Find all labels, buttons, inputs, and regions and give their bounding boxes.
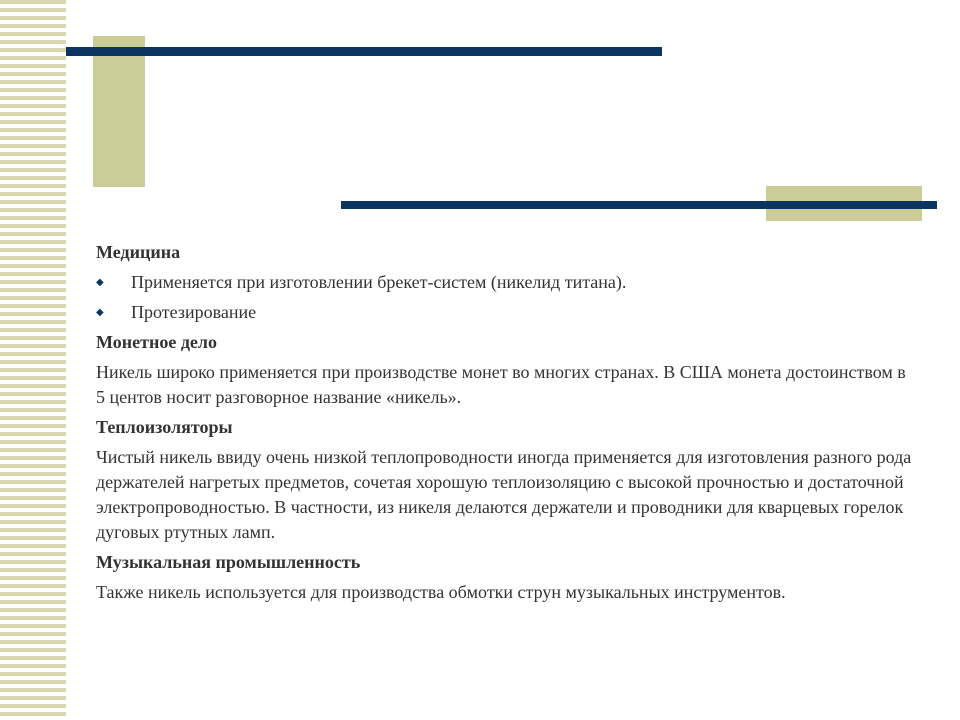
paragraph-music: Также никель используется для производства обмотки струн музыкальных инструментов. [96, 582, 786, 602]
bullet-text: Протезирование [131, 302, 257, 322]
diamond-bullet-icon: ◆ [96, 307, 104, 318]
decorative-line-top [66, 47, 662, 56]
medicine-bullet-list [96, 270, 916, 325]
list-item [96, 270, 916, 295]
paragraph-insulators: Чистый никель ввиду очень низкой теплопроводности иногда применяется для изготовления разного рода держателей нагретых предметов, сочетая хорошую теплоизоляцию с высокой прочностью и достаточной электропроводностью. В частности, из никеля делаются держатели и проводники для кварцевых горелок дуговых ртутных ламп. [96, 447, 912, 542]
decorative-block-left [93, 36, 145, 187]
heading-insulators: Теплоизоляторы [96, 417, 233, 437]
paragraph-coinage: Никель широко применяется при производстве монет во многих странах. В США монета достоинством в 5 центов носит разговорное название «никель». [96, 362, 906, 407]
list-item [96, 300, 916, 325]
decorative-line-middle [341, 201, 937, 209]
diamond-bullet-icon: ◆ [96, 277, 104, 288]
decorative-stripes [0, 0, 68, 720]
heading-music: Музыкальная промышленность [96, 552, 361, 572]
slide-content [96, 240, 916, 605]
heading-medicine: Медицина [96, 242, 181, 262]
bullet-text: Применяется при изготовлении брекет-систем (никелид титана). [131, 272, 627, 292]
heading-coinage: Монетное дело [96, 332, 218, 352]
